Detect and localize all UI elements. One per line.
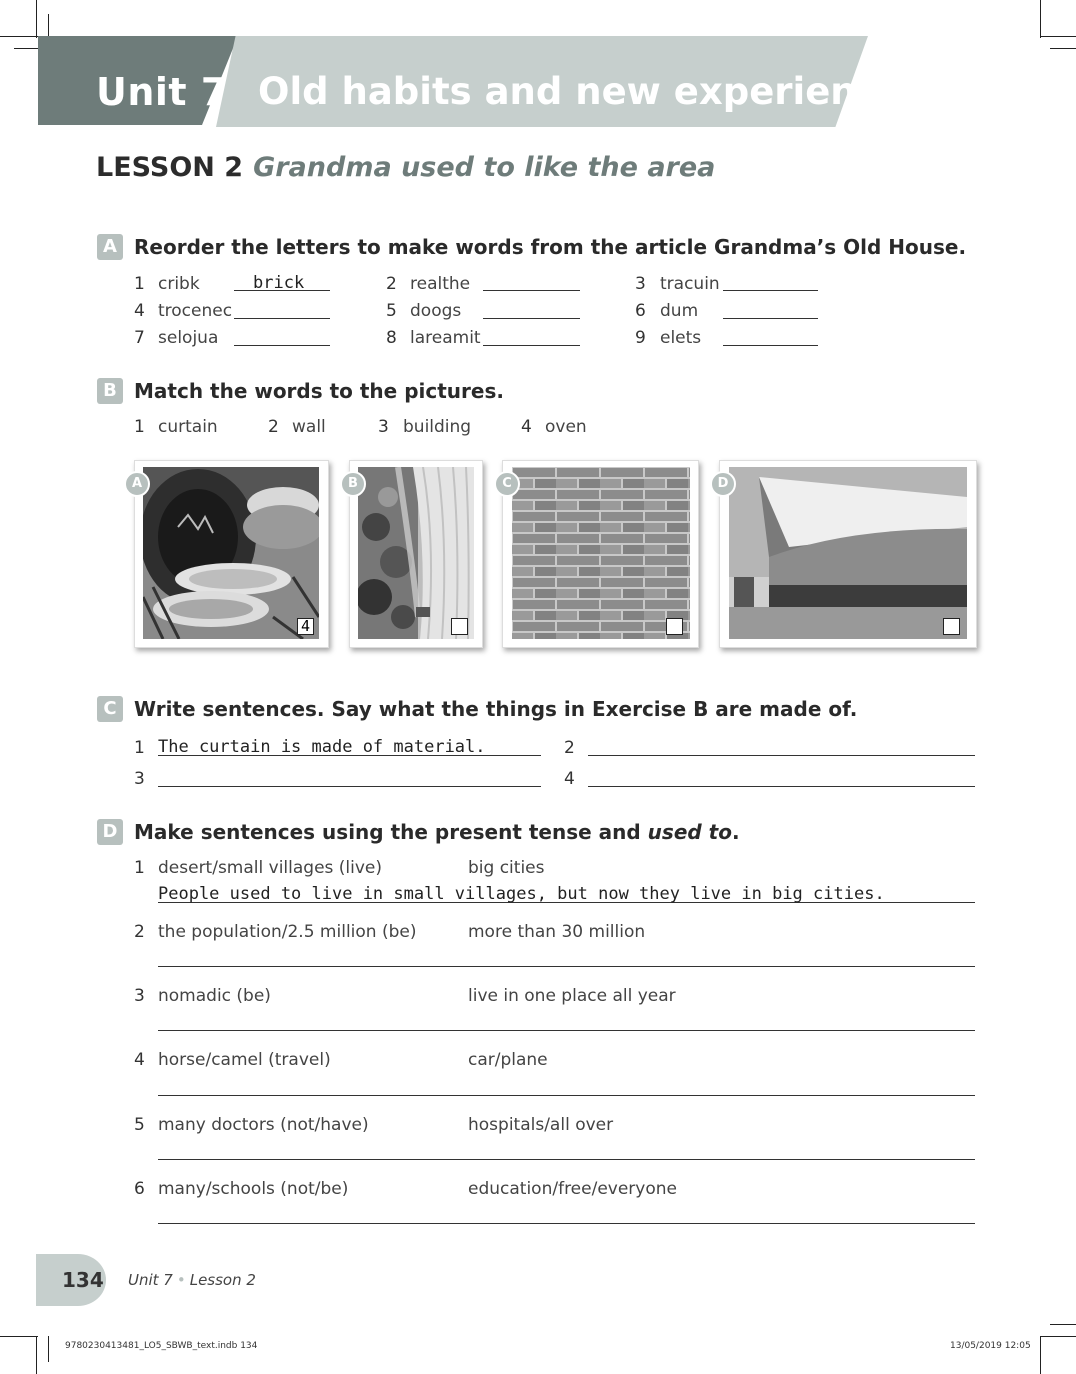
present-prompt: live in one place all year <box>468 986 676 1006</box>
item-number: 7 <box>134 328 145 348</box>
picture-a-label: A <box>124 471 150 497</box>
past-prompt: desert/small villages (live) <box>158 858 383 878</box>
answer-line[interactable] <box>234 345 330 346</box>
present-prompt: education/free/everyone <box>468 1179 677 1199</box>
unit-title: Old habits and new experiences <box>258 70 926 113</box>
picture-c-label: C <box>494 471 520 497</box>
answer-text: People used to live in small villages, but now they live in big cities. <box>158 884 885 904</box>
match-word: curtain <box>158 417 218 437</box>
oven-photo <box>143 467 319 639</box>
answer-line[interactable] <box>158 1159 975 1160</box>
section-a-badge: A <box>97 234 123 260</box>
answer-text: The curtain is made of material. <box>158 737 486 757</box>
match-word: wall <box>292 417 326 437</box>
answer-box-c[interactable] <box>666 618 683 635</box>
item-number: 2 <box>134 922 145 942</box>
past-prompt: nomadic (be) <box>158 986 271 1006</box>
footer-separator: • <box>176 1271 186 1289</box>
item-number: 1 <box>134 274 145 294</box>
present-prompt: more than 30 million <box>468 922 646 942</box>
item-number: 9 <box>635 328 646 348</box>
item-number: 4 <box>521 417 532 437</box>
answer-line[interactable] <box>158 1095 975 1096</box>
picture-b-frame <box>349 460 483 648</box>
crop-mark <box>0 36 38 37</box>
scrambled-word: cribk <box>158 274 200 294</box>
picture-d-label: D <box>710 471 736 497</box>
instruction-emphasis: used to <box>647 820 732 844</box>
crop-mark <box>36 1336 37 1374</box>
item-number: 1 <box>134 858 145 878</box>
item-number: 2 <box>564 738 575 758</box>
instruction-end: . <box>731 820 740 844</box>
brick-wall-photo <box>512 467 690 639</box>
past-prompt: the population/2.5 million (be) <box>158 922 417 942</box>
print-slug-date: 13/05/2019 12:05 <box>950 1341 1031 1351</box>
picture-a-frame <box>134 460 329 648</box>
answer-line[interactable] <box>158 966 975 967</box>
scrambled-word: doogs <box>410 301 462 321</box>
answer-line[interactable] <box>158 1223 975 1224</box>
lesson-subtitle: Grandma used to like the area <box>253 152 716 183</box>
scrambled-word: tracuin <box>660 274 720 294</box>
present-prompt: big cities <box>468 858 545 878</box>
section-a-instruction: Reorder the letters to make words from the article Grandma’s Old House. <box>134 235 967 259</box>
answer-box-d[interactable] <box>943 618 960 635</box>
item-number: 5 <box>386 301 397 321</box>
item-number: 4 <box>134 301 145 321</box>
scrambled-word: lareamit <box>410 328 481 348</box>
match-word: oven <box>545 417 587 437</box>
crop-mark <box>48 14 49 38</box>
crop-mark <box>1050 48 1076 49</box>
item-number: 6 <box>134 1179 145 1199</box>
answer-line[interactable] <box>158 786 541 787</box>
picture-c-frame <box>502 460 699 648</box>
footer-unit: Unit 7 <box>128 1271 173 1289</box>
answer-line[interactable] <box>234 318 330 319</box>
present-prompt: hospitals/all over <box>468 1115 614 1135</box>
item-number: 4 <box>134 1050 145 1070</box>
scrambled-word: realthe <box>410 274 471 294</box>
crop-mark <box>1040 36 1076 37</box>
item-number: 1 <box>134 738 145 758</box>
item-number: 1 <box>134 417 145 437</box>
print-slug-file: 9780230413481_LO5_SBWB_text.indb 134 <box>65 1341 258 1351</box>
item-number: 6 <box>635 301 646 321</box>
answer-line[interactable] <box>158 1030 975 1031</box>
scrambled-word: selojua <box>158 328 219 348</box>
present-prompt: car/plane <box>468 1050 548 1070</box>
page-number: 134 <box>62 1268 104 1292</box>
section-c-badge: C <box>97 696 123 722</box>
lesson-label: LESSON 2 <box>96 152 244 183</box>
past-prompt: many doctors (not/have) <box>158 1115 369 1135</box>
crop-mark <box>48 1336 49 1362</box>
crop-mark <box>0 1336 38 1337</box>
match-word: building <box>403 417 472 437</box>
answer-line[interactable] <box>723 345 818 346</box>
crop-mark <box>1040 1336 1041 1374</box>
item-number: 8 <box>386 328 397 348</box>
building-photo <box>729 467 967 639</box>
crop-mark <box>1040 0 1041 38</box>
running-footer <box>128 1271 256 1289</box>
answer-line[interactable] <box>588 786 975 787</box>
answer-line[interactable] <box>483 318 580 319</box>
section-d-badge: D <box>97 819 123 845</box>
item-number: 4 <box>564 769 575 789</box>
answer-box-a[interactable]: 4 <box>297 618 314 635</box>
footer-lesson: Lesson 2 <box>189 1271 256 1289</box>
item-number: 3 <box>378 417 389 437</box>
section-b-instruction: Match the words to the pictures. <box>134 379 504 403</box>
scrambled-word: trocenec <box>158 301 233 321</box>
item-number: 2 <box>268 417 279 437</box>
picture-b-label: B <box>340 471 366 497</box>
section-c-instruction: Write sentences. Say what the things in Exercise B are made of. <box>134 697 858 721</box>
item-number: 3 <box>635 274 646 294</box>
crop-mark <box>1040 1336 1076 1337</box>
answer-line[interactable] <box>483 345 580 346</box>
item-number: 3 <box>134 986 145 1006</box>
answer-text: brick <box>253 273 305 293</box>
section-d-instruction <box>134 820 740 844</box>
crop-mark <box>36 0 37 38</box>
picture-d-frame <box>719 460 977 648</box>
crop-mark <box>14 48 38 49</box>
past-prompt: many/schools (not/be) <box>158 1179 349 1199</box>
lesson-heading <box>96 152 715 183</box>
item-number: 5 <box>134 1115 145 1135</box>
scrambled-word: elets <box>660 328 702 348</box>
answer-line[interactable] <box>588 755 975 756</box>
answer-line[interactable] <box>483 290 580 291</box>
section-b-badge: B <box>97 378 123 404</box>
curtain-photo <box>358 467 474 639</box>
unit-label: Unit 7 <box>96 70 228 114</box>
crop-mark <box>1050 1324 1076 1325</box>
item-number: 3 <box>134 769 145 789</box>
answer-box-b[interactable] <box>451 618 468 635</box>
instruction-text: Make sentences using the present tense and <box>134 820 648 844</box>
answer-line[interactable] <box>723 318 818 319</box>
scrambled-word: dum <box>660 301 699 321</box>
past-prompt: horse/camel (travel) <box>158 1050 331 1070</box>
item-number: 2 <box>386 274 397 294</box>
answer-line[interactable] <box>723 290 818 291</box>
